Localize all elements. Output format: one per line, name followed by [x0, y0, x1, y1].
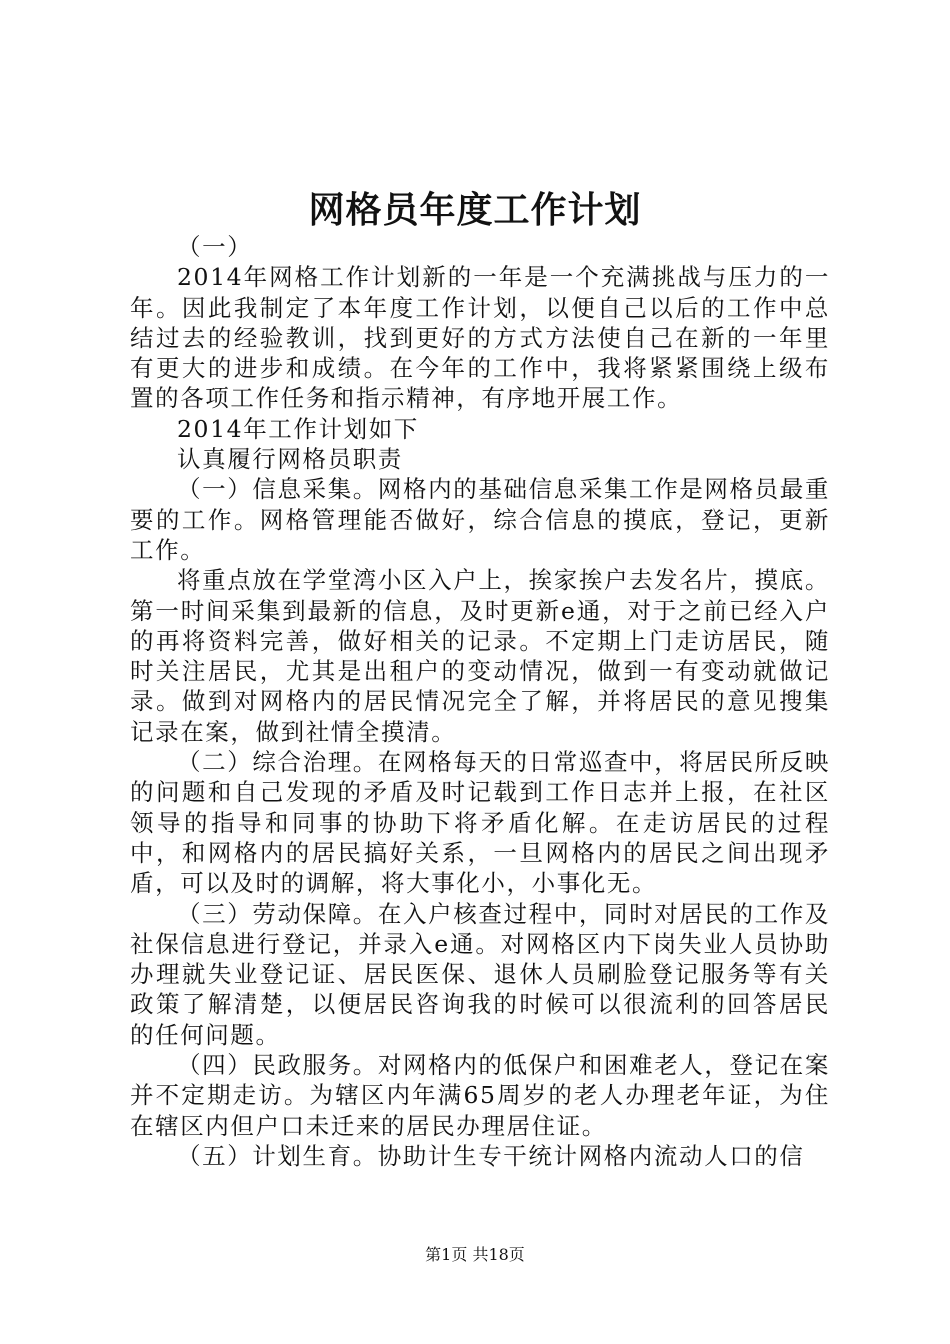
paragraph-family-planning: （五）计划生育。协助计生专干统计网格内流动人口的信 [177, 1141, 805, 1170]
page-footer: 第1页 共18页 [425, 1245, 525, 1264]
paragraph-duty-heading: 认真履行网格员职责 [177, 445, 403, 474]
paragraph-info-details: 将重点放在学堂湾小区入户上，挨家挨户去发名片，摸底。第一时间采集到最新的信息，及时更新e通，对于之前已经入户的再将资料完善，做好相关的记录。不定期上门走访居民，随时关注居民，尤其是出租户的变动情况，做到一有变动就做记录。做到对网格内的居民情况完全了解，并将居民的意见搜集记录在案，做到社情全摸清。 [130, 566, 830, 746]
document-body [130, 232, 830, 1171]
paragraph-info-collection: （一）信息采集。网格内的基础信息采集工作是网格员最重要的工作。网格管理能否做好，综合信息的摸底，登记，更新工作。 [130, 475, 830, 564]
paragraph-governance: （二）综合治理。在网格每天的日常巡查中，将居民所反映的问题和自己发现的矛盾及时记载到工作日志并上报，在社区领导的指导和同事的协助下将矛盾化解。在走访居民的过程中，和网格内的居民搞好关系，一旦网格内的居民之间出现矛盾，可以及时的调解，将大事化小，小事化无。 [130, 748, 830, 898]
paragraph-civil-affairs: （四）民政服务。对网格内的低保户和困难老人，登记在案并不定期走访。为辖区内年满65周岁的老人办理老年证，为住在辖区内但户口未迁来的居民办理居住证。 [130, 1051, 830, 1140]
document-title: 网格员年度工作计划 [308, 189, 642, 231]
section-number: （一） [177, 233, 253, 261]
paragraph-intro: 2014年网格工作计划新的一年是一个充满挑战与压力的一年。因此我制定了本年度工作计划，以便自己以后的工作中总结过去的经验教训，找到更好的方式方法使自己在新的一年里有更大的进步和成绩。在今年的工作中，我将紧紧围绕上级布置的各项工作任务和指示精神，有序地开展工作。 [130, 263, 830, 413]
paragraph-plan-heading: 2014年工作计划如下 [177, 414, 419, 443]
paragraph-labor-security: （三）劳动保障。在入户核查过程中，同时对居民的工作及社保信息进行登记，并录入e通。对网格区内下岗失业人员协助办理就失业登记证、居民医保、退休人员刷脸登记服务等有关政策了解清楚，以便居民咨询我的时候可以很流利的回答居民的任何问题。 [130, 899, 830, 1049]
